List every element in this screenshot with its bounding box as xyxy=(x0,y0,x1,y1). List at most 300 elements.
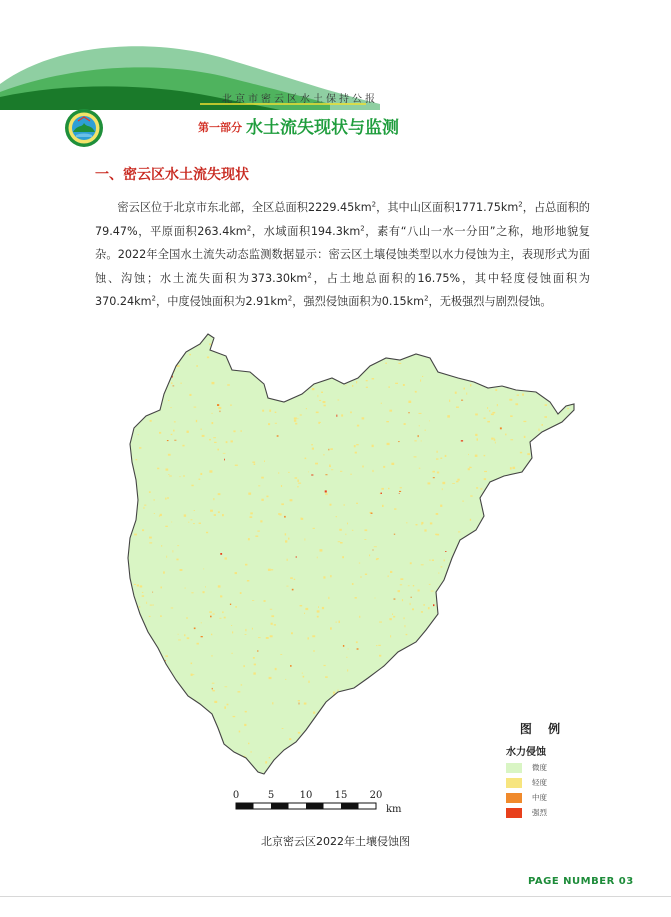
erosion-light-patch xyxy=(552,573,555,575)
erosion-light-patch xyxy=(529,508,531,510)
erosion-light-patch xyxy=(437,737,439,738)
erosion-light-patch xyxy=(252,628,253,630)
erosion-light-patch xyxy=(321,392,323,393)
erosion-light-patch xyxy=(213,766,215,768)
erosion-light-patch xyxy=(514,484,517,486)
erosion-light-patch xyxy=(387,443,390,445)
erosion-light-patch xyxy=(313,712,315,714)
erosion-light-patch xyxy=(400,578,403,580)
erosion-light-patch xyxy=(265,761,267,763)
erosion-light-patch xyxy=(285,679,286,680)
erosion-light-patch xyxy=(505,630,506,631)
erosion-light-patch xyxy=(290,499,293,501)
erosion-light-patch xyxy=(332,773,334,775)
erosion-light-patch xyxy=(284,384,286,386)
erosion-light-patch xyxy=(485,676,486,677)
erosion-light-patch xyxy=(401,750,404,752)
erosion-light-patch xyxy=(311,368,312,369)
erosion-light-patch xyxy=(196,365,197,367)
erosion-light-patch xyxy=(310,764,313,766)
erosion-moderate-patch xyxy=(200,722,202,724)
erosion-light-patch xyxy=(235,606,237,608)
erosion-light-patch xyxy=(203,569,204,570)
erosion-light-patch xyxy=(545,595,548,596)
erosion-light-patch xyxy=(344,368,346,369)
erosion-light-patch xyxy=(142,592,143,593)
erosion-light-patch xyxy=(340,353,341,355)
erosion-light-patch xyxy=(193,523,195,524)
erosion-light-patch xyxy=(459,550,461,551)
legend-swatch-moderate xyxy=(506,793,522,803)
erosion-light-patch xyxy=(346,657,347,658)
erosion-light-patch xyxy=(450,364,451,366)
erosion-moderate-patch xyxy=(196,755,198,756)
erosion-light-patch xyxy=(144,655,146,656)
erosion-light-patch xyxy=(258,637,261,638)
erosion-light-patch xyxy=(472,708,474,710)
erosion-light-patch xyxy=(184,634,185,636)
erosion-light-patch xyxy=(457,479,459,481)
erosion-light-patch xyxy=(522,352,525,353)
erosion-light-patch xyxy=(425,430,426,431)
erosion-light-patch xyxy=(230,405,232,406)
erosion-moderate-patch xyxy=(380,725,381,726)
erosion-light-patch xyxy=(245,629,246,631)
erosion-light-patch xyxy=(324,405,326,407)
erosion-light-patch xyxy=(355,452,357,454)
erosion-moderate-patch xyxy=(173,386,175,387)
erosion-light-patch xyxy=(575,670,577,671)
erosion-moderate-patch xyxy=(257,650,258,652)
erosion-light-patch xyxy=(350,412,352,414)
part-title: 水土流失现状与监测 xyxy=(246,118,399,138)
erosion-light-patch xyxy=(466,700,467,702)
erosion-light-patch xyxy=(510,467,512,469)
erosion-light-patch xyxy=(390,331,392,333)
erosion-map xyxy=(118,330,578,780)
erosion-light-patch xyxy=(156,375,157,377)
erosion-light-patch xyxy=(515,479,516,481)
erosion-light-patch xyxy=(458,531,460,532)
erosion-light-patch xyxy=(361,775,363,777)
erosion-light-patch xyxy=(315,463,318,465)
erosion-light-patch xyxy=(240,592,242,594)
legend-label-light: 轻度 xyxy=(532,778,547,787)
erosion-light-patch xyxy=(484,471,487,472)
erosion-light-patch xyxy=(227,704,229,706)
erosion-light-patch xyxy=(266,361,267,363)
erosion-light-patch xyxy=(544,507,545,508)
erosion-light-patch xyxy=(566,538,567,540)
erosion-light-patch xyxy=(470,495,472,496)
erosion-moderate-patch xyxy=(284,516,286,518)
erosion-light-patch xyxy=(410,338,412,339)
erosion-light-patch xyxy=(485,631,487,633)
erosion-light-patch xyxy=(543,640,545,642)
erosion-light-patch xyxy=(209,470,212,472)
erosion-light-patch xyxy=(483,771,484,772)
erosion-moderate-patch xyxy=(152,592,153,593)
erosion-light-patch xyxy=(348,351,350,353)
erosion-light-patch xyxy=(489,410,490,412)
erosion-light-patch xyxy=(211,655,212,656)
erosion-light-patch xyxy=(431,591,434,592)
erosion-light-patch xyxy=(347,345,348,347)
erosion-light-patch xyxy=(406,634,408,635)
erosion-light-patch xyxy=(218,407,221,409)
erosion-light-patch xyxy=(285,533,286,535)
erosion-moderate-patch xyxy=(299,703,300,705)
erosion-light-patch xyxy=(157,468,159,470)
erosion-light-patch xyxy=(560,630,562,632)
erosion-light-patch xyxy=(325,773,327,775)
erosion-light-patch xyxy=(372,470,373,472)
erosion-light-patch xyxy=(400,674,403,675)
erosion-moderate-patch xyxy=(521,515,523,516)
erosion-light-patch xyxy=(372,378,375,380)
erosion-light-patch xyxy=(188,699,190,701)
erosion-light-patch xyxy=(429,560,431,561)
erosion-light-patch xyxy=(544,416,547,418)
erosion-light-patch xyxy=(465,574,467,576)
erosion-light-patch xyxy=(400,584,402,585)
erosion-light-patch xyxy=(247,580,249,582)
erosion-light-patch xyxy=(135,706,138,708)
erosion-light-patch xyxy=(203,591,205,593)
erosion-light-patch xyxy=(154,499,155,501)
legend-label-slight: 微度 xyxy=(532,763,547,772)
erosion-light-patch xyxy=(307,365,309,367)
erosion-moderate-patch xyxy=(210,616,212,618)
erosion-light-patch xyxy=(313,650,315,651)
erosion-light-patch xyxy=(274,624,276,625)
erosion-moderate-patch xyxy=(567,348,569,349)
erosion-light-patch xyxy=(532,593,533,595)
erosion-light-patch xyxy=(366,380,368,381)
erosion-light-patch xyxy=(476,674,478,676)
erosion-light-patch xyxy=(490,527,491,529)
erosion-light-patch xyxy=(340,353,342,355)
erosion-moderate-patch xyxy=(167,440,169,441)
erosion-light-patch xyxy=(178,640,181,641)
erosion-light-patch xyxy=(290,577,293,579)
erosion-light-patch xyxy=(149,491,151,493)
erosion-light-patch xyxy=(374,719,375,720)
erosion-light-patch xyxy=(155,665,157,666)
erosion-light-patch xyxy=(531,449,534,451)
erosion-moderate-patch xyxy=(325,474,327,475)
page-number: PAGE NUMBER 03 xyxy=(528,876,634,887)
soil-conservation-emblem-icon xyxy=(64,108,104,148)
erosion-light-patch xyxy=(535,536,538,538)
erosion-light-patch xyxy=(340,542,343,544)
erosion-light-patch xyxy=(442,677,444,678)
erosion-light-patch xyxy=(376,645,377,646)
erosion-light-patch xyxy=(263,363,265,365)
erosion-light-patch xyxy=(218,511,220,513)
erosion-light-patch xyxy=(421,611,423,613)
erosion-light-patch xyxy=(574,581,576,582)
erosion-light-patch xyxy=(166,771,168,772)
erosion-light-patch xyxy=(555,390,556,391)
erosion-light-patch xyxy=(118,660,120,661)
erosion-light-patch xyxy=(575,423,577,425)
map-legend xyxy=(506,720,576,818)
erosion-light-patch xyxy=(363,712,365,713)
erosion-light-patch xyxy=(465,613,466,615)
erosion-light-patch xyxy=(428,482,431,484)
erosion-light-patch xyxy=(472,583,475,585)
erosion-light-patch xyxy=(222,514,224,516)
erosion-light-patch xyxy=(571,488,572,490)
erosion-light-patch xyxy=(445,455,447,457)
erosion-light-patch xyxy=(503,481,506,483)
erosion-moderate-patch xyxy=(292,766,294,767)
erosion-light-patch xyxy=(197,643,199,645)
erosion-light-patch xyxy=(502,649,505,650)
erosion-light-patch xyxy=(137,631,140,632)
erosion-light-patch xyxy=(214,701,217,703)
erosion-moderate-patch xyxy=(398,441,399,442)
erosion-light-patch xyxy=(231,625,232,626)
erosion-light-patch xyxy=(167,497,168,499)
erosion-light-patch xyxy=(248,493,251,495)
erosion-light-patch xyxy=(128,478,130,480)
legend-item-light xyxy=(506,777,576,788)
erosion-light-patch xyxy=(153,331,155,332)
erosion-light-patch xyxy=(166,556,167,558)
erosion-light-patch xyxy=(411,745,412,747)
erosion-light-patch xyxy=(386,421,389,422)
erosion-light-patch xyxy=(370,717,373,719)
erosion-light-patch xyxy=(212,422,214,424)
erosion-light-patch xyxy=(493,540,496,542)
erosion-light-patch xyxy=(482,619,484,621)
erosion-light-patch xyxy=(187,637,190,639)
erosion-light-patch xyxy=(245,564,247,566)
erosion-light-patch xyxy=(269,677,272,679)
erosion-light-patch xyxy=(248,743,249,745)
erosion-moderate-patch xyxy=(411,597,412,598)
erosion-light-patch xyxy=(228,762,231,764)
erosion-light-patch xyxy=(440,458,442,459)
erosion-light-patch xyxy=(475,723,476,724)
erosion-light-patch xyxy=(403,384,405,386)
erosion-light-patch xyxy=(212,382,215,384)
erosion-light-patch xyxy=(526,621,527,622)
erosion-light-patch xyxy=(503,480,504,481)
erosion-light-patch xyxy=(540,489,541,490)
erosion-light-patch xyxy=(288,538,289,540)
erosion-light-patch xyxy=(513,467,516,469)
erosion-light-patch xyxy=(539,690,541,692)
erosion-light-patch xyxy=(329,346,331,347)
erosion-light-patch xyxy=(355,720,358,722)
erosion-light-patch xyxy=(532,700,534,702)
erosion-light-patch xyxy=(189,354,191,355)
erosion-light-patch xyxy=(271,615,274,617)
erosion-light-patch xyxy=(480,564,481,566)
erosion-light-patch xyxy=(146,602,147,604)
erosion-light-patch xyxy=(341,414,343,416)
erosion-light-patch xyxy=(212,683,215,684)
erosion-light-patch xyxy=(572,629,574,631)
erosion-moderate-patch xyxy=(418,435,419,437)
erosion-light-patch xyxy=(261,477,264,479)
erosion-light-patch xyxy=(571,692,572,694)
erosion-light-patch xyxy=(123,637,124,639)
erosion-light-patch xyxy=(504,575,507,577)
erosion-light-patch xyxy=(429,420,430,421)
erosion-light-patch xyxy=(475,331,478,332)
erosion-light-patch xyxy=(376,558,379,559)
erosion-light-patch xyxy=(406,522,407,523)
erosion-light-patch xyxy=(308,472,309,473)
erosion-light-patch xyxy=(553,524,555,525)
erosion-light-patch xyxy=(252,462,255,463)
erosion-light-patch xyxy=(497,742,500,744)
erosion-light-patch xyxy=(473,756,475,757)
erosion-light-patch xyxy=(268,569,271,571)
erosion-light-patch xyxy=(391,463,394,465)
erosion-light-patch xyxy=(494,439,496,441)
erosion-light-patch xyxy=(189,394,191,396)
erosion-light-patch xyxy=(561,347,563,349)
erosion-light-patch xyxy=(260,520,262,522)
erosion-light-patch xyxy=(128,658,131,659)
erosion-light-patch xyxy=(245,634,247,635)
erosion-light-patch xyxy=(340,471,342,472)
erosion-light-patch xyxy=(495,636,497,637)
erosion-light-patch xyxy=(264,600,266,602)
footer-divider xyxy=(0,896,671,897)
legend-swatch-light xyxy=(506,778,522,788)
erosion-light-patch xyxy=(281,485,282,487)
legend-label-intense: 强烈 xyxy=(532,808,547,817)
erosion-light-patch xyxy=(147,665,150,667)
erosion-light-patch xyxy=(419,413,422,414)
erosion-light-patch xyxy=(410,562,412,564)
erosion-light-patch xyxy=(514,671,516,673)
erosion-light-patch xyxy=(300,414,302,415)
erosion-light-patch xyxy=(567,546,568,547)
erosion-light-patch xyxy=(410,603,411,605)
erosion-light-patch xyxy=(487,407,488,409)
erosion-light-patch xyxy=(313,528,315,529)
erosion-light-patch xyxy=(453,739,456,740)
erosion-light-patch xyxy=(506,609,507,611)
erosion-light-patch xyxy=(379,622,382,623)
erosion-light-patch xyxy=(534,639,537,640)
erosion-light-patch xyxy=(431,651,433,652)
erosion-light-patch xyxy=(540,350,542,352)
erosion-light-patch xyxy=(322,607,324,609)
erosion-light-patch xyxy=(231,653,232,654)
erosion-light-patch xyxy=(566,473,568,475)
erosion-light-patch xyxy=(432,560,434,562)
erosion-light-patch xyxy=(419,468,421,469)
erosion-light-patch xyxy=(557,577,559,579)
erosion-light-patch xyxy=(324,665,326,666)
erosion-light-patch xyxy=(250,512,253,514)
erosion-light-patch xyxy=(363,755,366,756)
erosion-light-patch xyxy=(501,494,502,496)
erosion-light-patch xyxy=(526,581,528,583)
erosion-light-patch xyxy=(526,350,528,351)
erosion-light-patch xyxy=(174,421,176,422)
erosion-light-patch xyxy=(488,377,491,379)
erosion-light-patch xyxy=(214,442,217,443)
erosion-light-patch xyxy=(235,465,238,466)
erosion-light-patch xyxy=(563,461,566,462)
erosion-intense-patch xyxy=(381,493,383,494)
erosion-light-patch xyxy=(139,670,141,671)
erosion-intense-patch xyxy=(336,415,337,417)
erosion-light-patch xyxy=(303,739,306,740)
erosion-light-patch xyxy=(454,725,455,726)
erosion-light-patch xyxy=(542,693,543,695)
erosion-moderate-patch xyxy=(548,331,550,333)
erosion-light-patch xyxy=(505,679,507,680)
erosion-light-patch xyxy=(160,399,161,401)
erosion-moderate-patch xyxy=(408,412,409,413)
erosion-light-patch xyxy=(510,415,512,417)
erosion-light-patch xyxy=(330,448,333,450)
erosion-intense-patch xyxy=(311,475,313,476)
erosion-moderate-patch xyxy=(149,729,150,731)
erosion-light-patch xyxy=(298,483,301,484)
erosion-light-patch xyxy=(266,637,269,639)
erosion-light-patch xyxy=(510,572,511,573)
erosion-light-patch xyxy=(354,445,356,447)
erosion-light-patch xyxy=(180,569,183,571)
erosion-light-patch xyxy=(490,648,491,650)
erosion-light-patch xyxy=(389,410,392,412)
erosion-light-patch xyxy=(288,472,290,473)
erosion-light-patch xyxy=(316,412,319,414)
erosion-light-patch xyxy=(349,763,352,765)
erosion-light-patch xyxy=(440,505,442,507)
erosion-light-patch xyxy=(241,430,242,432)
erosion-light-patch xyxy=(517,395,519,396)
erosion-light-patch xyxy=(444,742,446,744)
erosion-light-patch xyxy=(212,690,215,692)
erosion-light-patch xyxy=(275,412,277,413)
erosion-light-patch xyxy=(367,699,369,700)
erosion-light-patch xyxy=(430,522,432,524)
erosion-light-patch xyxy=(532,632,535,633)
erosion-moderate-patch xyxy=(394,599,396,600)
erosion-light-patch xyxy=(191,519,193,520)
erosion-moderate-patch xyxy=(220,411,221,413)
legend-swatch-slight xyxy=(506,763,522,773)
erosion-moderate-patch xyxy=(433,477,435,478)
erosion-light-patch xyxy=(258,485,260,486)
erosion-light-patch xyxy=(131,708,132,709)
erosion-light-patch xyxy=(409,723,412,724)
erosion-light-patch xyxy=(169,476,172,477)
erosion-moderate-patch xyxy=(328,449,329,451)
erosion-light-patch xyxy=(231,440,233,442)
erosion-light-patch xyxy=(196,420,197,422)
erosion-light-patch xyxy=(271,623,273,625)
erosion-light-patch xyxy=(245,711,247,713)
erosion-light-patch xyxy=(541,376,542,377)
erosion-light-patch xyxy=(379,711,380,712)
erosion-light-patch xyxy=(233,430,235,432)
erosion-light-patch xyxy=(546,659,548,661)
erosion-light-patch xyxy=(492,412,495,414)
